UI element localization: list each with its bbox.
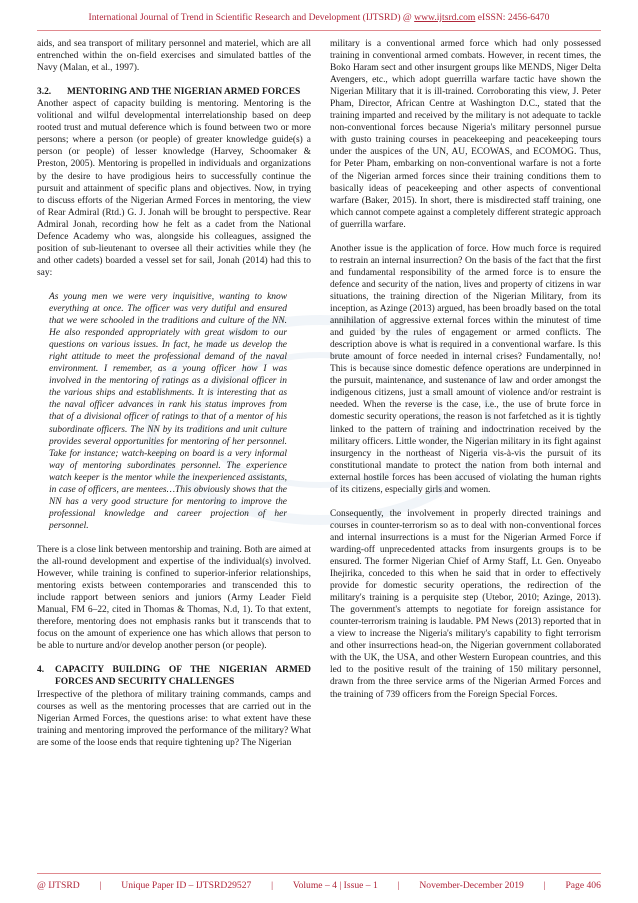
journal-header (0, 12, 638, 23)
paragraph: aids, and sea transport of military personnel and materiel, which are all entrenched within the on-field exercises and simulated battles of the Navy (Malan, et al., 1997). (37, 39, 311, 74)
paragraph: Another issue is the application of force. How much force is required to restrain an internal insurrection? On the basis of the fact that the first and fundamental responsibility of the armed force is to ensure the defence and security of the nation, lives and property of citizens in war situations, the training direction of the Nigerian Military, from its inception, as Azinge (2013) argued, has been broadly based on the total annihilation of aggressive external forces within the minutest of time and guided by the rules of engagement or armed conflicts. The description above is what is required in a conventional warfare. Is this brute amount of force needed in internal crises? Fundamentally, no! This is because since domestic defence operations are underpinned in the pursuit, maintenance, and sustenance of law and order amongst the indigenous citizens, just a small amount of violence and/or restraint is needed. When the reverse is the case, i.e., the use of brute force in domestic security operations, the reason is not farfetched as it is tightly linked to the pattern of training and indoctrination received by the military officers. Little wonder, the Nigerian military in its fight against insurgency in the northeast of Nigeria vis-à-vis the pursuit of its constitutional mandate to protect the nation from both internal and external hostile forces has been accused of violating the human rights of its citizens, especially girls and women. (330, 243, 601, 495)
footer-separator: | (271, 880, 274, 891)
footer-page-number: Page 406 (565, 880, 601, 891)
section-title: CAPACITY BUILDING OF THE NIGERIAN ARMED FORCES AND SECURITY CHALLENGES (55, 665, 311, 688)
footer-date: November-December 2019 (419, 880, 524, 891)
right-column (330, 38, 601, 701)
section-heading-3-2 (37, 86, 311, 98)
paragraph: Consequently, the involvement in properly directed trainings and courses in counter-terrorism so as to deal with non-conventional forces and internal insurrections is a must for the Nigerian Armed Force if warding-off unprecedented attacks from insurgents groups is to be ensured. The former Nigerian Chief of Army Staff, Lt. Gen. Onyeabo Ihejirika, conceded to this when he said that in order to effectively provide for domestic security operations, the redirection of the military's training is a perquisite step (Utebor, 2010; Azinge, 2013). The government's attempts to negotiate for foreign assistance for counter-terrorism training is laudable. PM News (2013) reported that in a view to increase the Nigeria's military's capability to fight terrorism and other insurrections head-on, the Nigerian government collaborated with the UK, the USA, and other Western European countries, and this led to the positive result of the training of 150 military personnel, drawn from the three service arms of the Nigerian Armed Forces and the training of 739 officers from the Foreign Special Forces. (330, 508, 601, 700)
section-title: MENTORING AND THE NIGERIAN ARMED FORCES (67, 87, 301, 98)
header-suffix: eISSN: 2456-6470 (475, 12, 550, 23)
section-heading-4 (37, 664, 311, 688)
footer-separator: | (99, 880, 102, 891)
footer-paper-id: Unique Paper ID – IJTSRD29527 (121, 880, 252, 891)
section-number: 4. (37, 665, 45, 676)
section-number: 3.2. (37, 87, 52, 98)
paragraph: There is a close link between mentorship and training. Both are aimed at the all-round development and expertise of the individual(s) involved. However, while training is confined to superior-inferior relationships, mentoring exists between contemporaries and transcended this to include rapport between seniors and juniors (Army Leader Field Manual, FM 6–22, cited in Thomas & Thomas, N.d, 1). To that extent, therefore, mentoring does not emphasis ranks but it transcends that to focus on the amount of experience one has which allows that person to be able to nurture and/or develop another person (or people). (37, 544, 311, 652)
header-prefix: International Journal of Trend in Scientific Research and Development (IJTSRD) @ (88, 12, 415, 23)
footer-volume-issue: Volume – 4 | Issue – 1 (292, 880, 378, 891)
paragraph: Another aspect of capacity building is mentoring. Mentoring is the volitional and wilful developmental interrelationship based on deep rooted trust and mutual deference which is found between two or more persons; where a person (or people) of greater knowledge guide(s) a person (or people) of lesser knowledge (Harvey, Schoomaker & Preston, 2005). Mentoring is propelled in individuals and organizations by the desire to have prodigious heirs to successfully continue the pursuit and attainment of specific plans and objectives. Now, in trying to discuss efforts of the Nigerian Armed Forces in mentoring, the view of Rear Admiral (Rtd.) G. J. Jonah will be brought to perspective. Rear Admiral Jonah, recording how he felt as a cadet from the National Defence Academy who was, alongside his colleagues, assigned the position of sub-lieutenant to oversee all their activities while they (he and other cadets) boarded a vessel set for sail, Jonah (2014) had this to say: (37, 99, 311, 278)
paragraph: military is a conventional armed force which had only possessed training in conventional armed combats. However, in recent times, the Boko Haram sect and other insurgent groups like MENDS, Niger Delta Avengers, etc., which adopt guerrilla warfare tactic have shown the Nigerian Military that it is ill-trained. Corroborating this view, J. Peter Pham, Director, African Centre at Washington D.C., stated that the training imparted and received by the military is not adequate to tackle non-conventional forces because Nigeria's military personnel pursue with gusto training courses in peacekeeping and peacekeeping tours under the auspices of the UN, AU, ECOWAS, and ECOMOG. Thus, for Peter Pham, embarking on non-conventional warfare is not a forte of the Nigerian armed forces since their training conditions them to basically ideas of peacekeeping and other aspects of conventional warfare (Baker, 2015). In short, there is misdirected staff training, one which cannot compete against a completely different strategic approach of guerrilla warfare. (330, 39, 601, 230)
block-quote: As young men we were very inquisitive, wanting to know everything at once. The officer was very dutiful and ensured that we were schooled in the traditions and culture of the NN. He also responded appropriately with great wisdom to our questions on various issues. In fact, he made us develop the right attitude to meet the professional demand of the naval environment. I remember, as a young officer how I was involved in the mentoring of ratings as a divisional officer in the various ships and establishments. It is interesting that as the naval officer advances in rank his status improves from that of a divisional officer of ratings to that of a mentor of his subordinate officers. The NN by its traditions and unit culture provides several opportunities for mentoring of her personnel. Take for instance; watch-keeping on board is a very informal way of mentoring subordinates personnel. The experience watch keeper is the mentor while the inexperienced assistants, in case of officers, are mentees…This obviously shows that the NN has a very good structure for mentoring to improve the professional knowledge and career projection of her personnel. (49, 291, 287, 531)
header-divider (37, 30, 601, 31)
footer-separator: | (543, 880, 546, 891)
left-column (37, 38, 311, 749)
page-footer (37, 880, 601, 891)
footer-divider (37, 873, 601, 874)
journal-website-link[interactable]: www.ijtsrd.com (414, 12, 476, 23)
footer-site: @ IJTSRD (37, 880, 80, 891)
footer-separator: | (397, 880, 400, 891)
paragraph: Irrespective of the plethora of military training commands, camps and courses as well as the mentoring processes that are carried out in the Nigerian Armed Forces, the questions arise: to what extent have these training and mentoring improved the performance of the military? What are some of the loose ends that require tightening up? The Nigerian (37, 689, 311, 748)
